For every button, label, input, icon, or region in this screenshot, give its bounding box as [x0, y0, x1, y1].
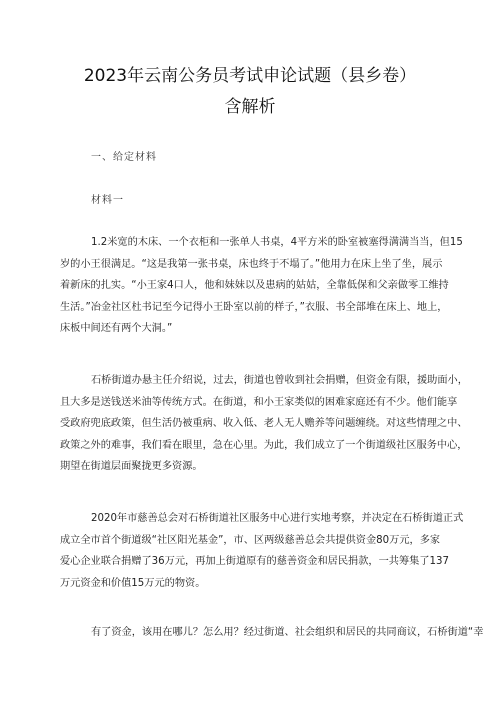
paragraph-line: 生活。”冶金社区杜书记至今记得小王卧室以前的样子，”衣服、书全部堆在床上、地上， — [60, 301, 448, 313]
paragraph-3 — [60, 508, 464, 594]
document-title: 2023年云南公务员考试申论试题（县乡卷） — [83, 66, 417, 86]
document-subtitle: 含解析 — [224, 97, 276, 117]
section-heading: 一、给定材料 — [91, 152, 157, 163]
paragraph-line: 着新床的扎实。“小王家4口人，他和妹妹以及患病的姑姑，全靠低保和父亲做零工维持 — [60, 280, 449, 291]
paragraph-4 — [60, 622, 484, 644]
paragraph-line: 受政府兜底政策，但生活仍被重病、收入低、老人无人赡养等问题缠绕。对这些情理之中、 — [60, 418, 468, 429]
paragraph-line: 岁的小王很满足。“这是我第一张书桌，床也终于不塌了。”他用力在床上坐了坐，展示 — [60, 258, 443, 270]
material-heading: 材料一 — [91, 195, 124, 206]
paragraph-line: 有了资金，该用在哪儿？怎么用？经过街道、社会组织和居民的共同商议，石桥街道“幸 — [91, 627, 484, 638]
paragraph-line: 政策之外的难事，我们看在眼里，急在心里。为此，我们成立了一个街道级社区服务中心， — [60, 439, 468, 451]
paragraph-1 — [60, 232, 463, 340]
paragraph-line: 床板中间还有两个大洞。” — [60, 323, 173, 334]
paragraph-line: 石桥街道办悬主任介绍说，过去，街道也曾收到社会捐赠，但资金有限，援助面小， — [91, 375, 468, 386]
paragraph-line: 且大多是送钱送米油等传统方式。在街道，和小王家类似的困难家庭还有不少。他们能享 — [60, 396, 458, 408]
paragraph-line: 爱心企业联合捐赠了36万元，再加上街道原有的慈善资金和居民捐款，一共筹集了137 — [60, 556, 449, 567]
paragraph-line: 2020年市慈善总会对石桥街道社区服务中心进行实地考察，并决定在石桥街道正式 — [91, 513, 464, 524]
paragraph-line: 成立全市首个街道级“社区阳光基金”，市、区两级慈善总会共提供资金80万元，多家 — [60, 534, 441, 546]
paragraph-line: 万元资金和价值15万元的物资。 — [60, 577, 206, 589]
paragraph-line: 1.2米宽的木床、一个衣柜和一张单人书桌，4平方米的卧室被塞得满满当当，但15 — [91, 237, 463, 248]
paragraph-line: 期望在街道层面聚拢更多资源。 — [60, 461, 203, 472]
paragraph-2 — [60, 370, 468, 478]
